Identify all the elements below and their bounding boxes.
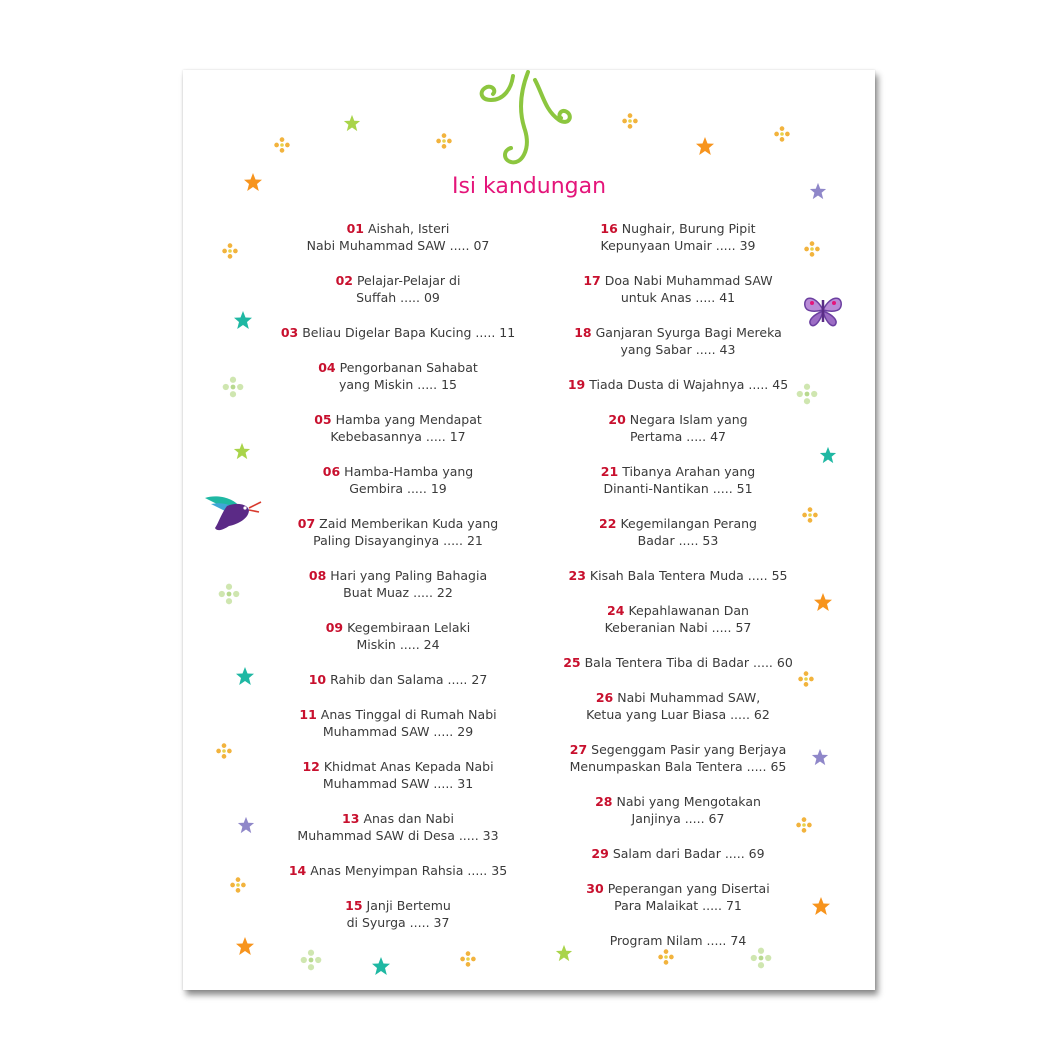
toc-entry-line xyxy=(533,237,823,254)
chapter-title: Menumpaskan Bala Tentera ..... 65 xyxy=(569,759,787,774)
toc-entry xyxy=(533,845,823,862)
chapter-number: 08 xyxy=(308,568,327,583)
chapter-title: Doa Nabi Muhammad SAW xyxy=(604,273,773,288)
chapter-title: di Syurga ..... 37 xyxy=(346,915,450,930)
chapter-title: Kepunyaan Umair ..... 39 xyxy=(600,238,756,253)
toc-entry xyxy=(533,793,823,827)
flower-icon xyxy=(797,670,815,688)
chapter-title: Pelajar-Pelajar di xyxy=(356,273,461,288)
chapter-title: Badar ..... 53 xyxy=(637,533,719,548)
chapter-title: Ganjaran Syurga Bagi Mereka xyxy=(595,325,782,340)
chapter-title: Muhammad SAW di Desa ..... 33 xyxy=(297,828,499,843)
flower-icon xyxy=(621,112,639,130)
flower-icon xyxy=(749,946,773,970)
toc-entry xyxy=(533,411,823,445)
chapter-number: 16 xyxy=(600,221,618,236)
toc-entry-line xyxy=(253,827,543,844)
chapter-title: Ketua yang Luar Biasa ..... 62 xyxy=(586,707,770,722)
chapter-title: Anas Tinggal di Rumah Nabi xyxy=(320,707,497,722)
toc-entry xyxy=(253,862,543,879)
chapter-number: 30 xyxy=(586,881,604,896)
toc-entry-line xyxy=(253,636,543,653)
toc-entry-line xyxy=(533,810,823,827)
chapter-title: Paling Disayanginya ..... 21 xyxy=(313,533,483,548)
toc-entry xyxy=(533,602,823,636)
star-icon xyxy=(235,936,255,956)
chapter-title: Dinanti-Nantikan ..... 51 xyxy=(603,481,753,496)
toc-entry-line xyxy=(253,272,543,289)
toc-entry xyxy=(533,463,823,497)
chapter-number: 22 xyxy=(599,516,617,531)
toc-entry xyxy=(253,671,543,688)
toc-entry xyxy=(253,619,543,653)
chapter-title: Aishah, Isteri xyxy=(368,221,450,236)
chapter-number: 19 xyxy=(567,377,586,392)
toc-entry-line xyxy=(533,897,823,914)
chapter-title: Janji Bertemu xyxy=(366,898,451,913)
toc-entry-line xyxy=(533,341,823,358)
toc-entry xyxy=(253,411,543,445)
toc-entry-line xyxy=(533,376,823,393)
chapter-title: Kegembiraan Lelaki xyxy=(347,620,471,635)
toc-entry xyxy=(533,689,823,723)
toc-entry-line xyxy=(533,845,823,862)
flower-icon xyxy=(801,506,819,524)
flower-icon xyxy=(795,816,813,834)
toc-entry-line xyxy=(533,463,823,480)
chapter-number: 29 xyxy=(591,846,609,861)
toc-entry-line xyxy=(253,220,543,237)
toc-entry-line xyxy=(533,741,823,758)
star-icon xyxy=(233,310,253,330)
toc-entry-line xyxy=(253,532,543,549)
flower-icon xyxy=(657,948,675,966)
chapter-title: Nabi yang Mengotakan xyxy=(616,794,761,809)
toc-entry-line xyxy=(253,359,543,376)
chapter-number: 11 xyxy=(299,707,317,722)
chapter-number: 06 xyxy=(322,464,341,479)
toc-entry-line xyxy=(253,567,543,584)
toc-entry xyxy=(253,463,543,497)
flower-icon xyxy=(215,742,233,760)
butterfly-icon xyxy=(801,292,845,330)
chapter-number: 13 xyxy=(342,811,360,826)
chapter-number: 17 xyxy=(583,273,601,288)
toc-entry xyxy=(253,324,543,341)
chapter-number: 12 xyxy=(302,759,320,774)
flower-icon xyxy=(803,240,821,258)
chapter-title: Pengorbanan Sahabat xyxy=(339,360,478,375)
toc-entry xyxy=(533,567,823,584)
chapter-title: Buat Muaz ..... 22 xyxy=(343,585,453,600)
toc-entry-line xyxy=(253,897,543,914)
toc-entry-line xyxy=(533,289,823,306)
chapter-number: 21 xyxy=(600,464,619,479)
toc-entry xyxy=(253,810,543,844)
toc-entry xyxy=(253,758,543,792)
toc-entry xyxy=(533,272,823,306)
chapter-title: Keberanian Nabi ..... 57 xyxy=(604,620,752,635)
toc-entry-line xyxy=(533,532,823,549)
toc-entry-line xyxy=(533,654,823,671)
toc-entry-line xyxy=(253,671,543,688)
chapter-title: Bala Tentera Tiba di Badar ..... 60 xyxy=(584,655,793,670)
star-icon xyxy=(811,896,831,916)
chapter-number: 04 xyxy=(318,360,336,375)
chapter-title: Zaid Memberikan Kuda yang xyxy=(319,516,499,531)
toc-entry xyxy=(533,932,823,949)
toc-entry-line xyxy=(253,758,543,775)
toc-entry xyxy=(253,897,543,931)
chapter-title: Hamba yang Mendapat xyxy=(335,412,482,427)
toc-entry-line xyxy=(253,515,543,532)
chapter-title: Suffah ..... 09 xyxy=(356,290,440,305)
toc-entry xyxy=(533,741,823,775)
toc-entry-line xyxy=(253,411,543,428)
chapter-title: Kisah Bala Tentera Muda ..... 55 xyxy=(589,568,788,583)
chapter-title: Kepahlawanan Dan xyxy=(628,603,749,618)
star-icon xyxy=(237,816,255,834)
chapter-number: 25 xyxy=(563,655,581,670)
vine-swirl-decoration xyxy=(473,70,583,180)
chapter-number: 01 xyxy=(346,221,364,236)
flower-icon xyxy=(221,242,239,260)
flower-icon xyxy=(229,876,247,894)
chapter-title: Gembira ..... 19 xyxy=(349,481,447,496)
toc-entry-line xyxy=(533,272,823,289)
chapter-number: 10 xyxy=(308,672,327,687)
flower-icon xyxy=(795,382,819,406)
chapter-title: Tiada Dusta di Wajahnya ..... 45 xyxy=(589,377,789,392)
chapter-title: yang Miskin ..... 15 xyxy=(338,377,457,392)
toc-entry-line xyxy=(253,914,543,931)
chapter-title: Pertama ..... 47 xyxy=(629,429,727,444)
flower-icon xyxy=(299,948,323,972)
toc-entry-line xyxy=(253,237,543,254)
toc-entry-line xyxy=(533,793,823,810)
page-title: Isi kandungan xyxy=(451,174,607,199)
chapter-title: Peperangan yang Disertai xyxy=(607,881,770,896)
toc-entry-line xyxy=(253,862,543,879)
chapter-title: Nabi Muhammad SAW ..... 07 xyxy=(306,238,490,253)
chapter-title: Kegemilangan Perang xyxy=(620,516,757,531)
chapter-title: Hamba-Hamba yang xyxy=(344,464,474,479)
chapter-number: 24 xyxy=(607,603,625,618)
chapter-title: Khidmat Anas Kepada Nabi xyxy=(323,759,494,774)
toc-entry-line xyxy=(533,515,823,532)
toc-entry xyxy=(533,515,823,549)
chapter-number: 15 xyxy=(345,898,363,913)
toc-entry-line xyxy=(533,220,823,237)
flower-icon xyxy=(217,582,241,606)
toc-entry xyxy=(533,220,823,254)
chapter-title: Anas Menyimpan Rahsia ..... 35 xyxy=(310,863,508,878)
chapter-number: 05 xyxy=(314,412,332,427)
chapter-number: 03 xyxy=(280,325,299,340)
flower-icon xyxy=(459,950,477,968)
chapter-number: 27 xyxy=(569,742,588,757)
toc-entry xyxy=(533,880,823,914)
toc-entry xyxy=(253,515,543,549)
toc-entry-line xyxy=(533,411,823,428)
chapter-title: Janjinya ..... 67 xyxy=(631,811,725,826)
chapter-title: Negara Islam yang xyxy=(629,412,748,427)
chapter-number: 18 xyxy=(574,325,592,340)
chapter-title: Miskin ..... 24 xyxy=(356,637,440,652)
chapter-title: Tibanya Arahan yang xyxy=(622,464,756,479)
toc-entry-line xyxy=(533,567,823,584)
toc-entry xyxy=(253,567,543,601)
star-icon xyxy=(233,442,251,460)
chapter-title: Hari yang Paling Bahagia xyxy=(330,568,488,583)
toc-entry-line xyxy=(253,810,543,827)
chapter-number: 23 xyxy=(568,568,586,583)
chapter-title: Para Malaikat ..... 71 xyxy=(614,898,742,913)
book-page xyxy=(183,70,875,990)
star-icon xyxy=(811,748,829,766)
flower-icon xyxy=(435,132,453,150)
chapter-number: 26 xyxy=(595,690,614,705)
star-icon xyxy=(243,172,263,192)
toc-entry-line xyxy=(253,706,543,723)
toc-entry xyxy=(253,220,543,254)
toc-entry-line xyxy=(253,775,543,792)
toc-entry xyxy=(533,324,823,358)
toc-entry-line xyxy=(533,758,823,775)
star-icon xyxy=(235,666,255,686)
toc-entry-line xyxy=(533,932,823,949)
chapter-title: Beliau Digelar Bapa Kucing ..... 11 xyxy=(302,325,516,340)
chapter-number: 20 xyxy=(608,412,626,427)
hummingbird-icon xyxy=(203,490,263,534)
toc-entry-line xyxy=(533,880,823,897)
chapter-title: Segenggam Pasir yang Berjaya xyxy=(591,742,787,757)
star-icon xyxy=(819,446,837,464)
chapter-title: Rahib dan Salama ..... 27 xyxy=(330,672,488,687)
chapter-number: 09 xyxy=(325,620,344,635)
chapter-number: 07 xyxy=(297,516,316,531)
chapter-number: 14 xyxy=(288,863,307,878)
flower-icon xyxy=(773,125,791,143)
toc-entry-line xyxy=(253,428,543,445)
toc-entry xyxy=(533,376,823,393)
toc-entry-line xyxy=(253,289,543,306)
chapter-title: untuk Anas ..... 41 xyxy=(620,290,736,305)
chapter-title: Nughair, Burung Pipit xyxy=(621,221,756,236)
toc-entry-line xyxy=(533,689,823,706)
flower-icon xyxy=(221,375,245,399)
toc-entry-line xyxy=(253,324,543,341)
toc-entry-line xyxy=(253,376,543,393)
toc-entry-line xyxy=(253,723,543,740)
chapter-title: Anas dan Nabi xyxy=(363,811,454,826)
toc-entry-line xyxy=(533,324,823,341)
chapter-title: Salam dari Badar ..... 69 xyxy=(612,846,765,861)
toc-entry-line xyxy=(253,480,543,497)
toc-entry xyxy=(253,272,543,306)
chapter-title: Nabi Muhammad SAW, xyxy=(617,690,761,705)
toc-entry-line xyxy=(533,706,823,723)
toc-entry-line xyxy=(533,602,823,619)
star-icon xyxy=(813,592,833,612)
star-icon xyxy=(695,136,715,156)
star-icon xyxy=(371,956,391,976)
star-icon xyxy=(809,182,827,200)
toc-entry xyxy=(253,359,543,393)
chapter-title: Kebebasannya ..... 17 xyxy=(330,429,466,444)
toc-entry-line xyxy=(253,619,543,636)
toc-entry-line xyxy=(533,428,823,445)
chapter-title: Muhammad SAW ..... 29 xyxy=(322,724,474,739)
star-icon xyxy=(555,944,573,962)
chapter-number: 02 xyxy=(335,273,353,288)
toc-entry-line xyxy=(253,584,543,601)
star-icon xyxy=(343,114,361,132)
flower-icon xyxy=(273,136,291,154)
chapter-number: 28 xyxy=(595,794,613,809)
toc-entry-line xyxy=(253,463,543,480)
chapter-title: Muhammad SAW ..... 31 xyxy=(322,776,474,791)
toc-entry-line xyxy=(533,619,823,636)
toc-entry xyxy=(533,654,823,671)
toc-entry xyxy=(253,706,543,740)
chapter-title: Program Nilam ..... 74 xyxy=(609,933,747,948)
toc-entry-line xyxy=(533,480,823,497)
chapter-title: yang Sabar ..... 43 xyxy=(620,342,736,357)
